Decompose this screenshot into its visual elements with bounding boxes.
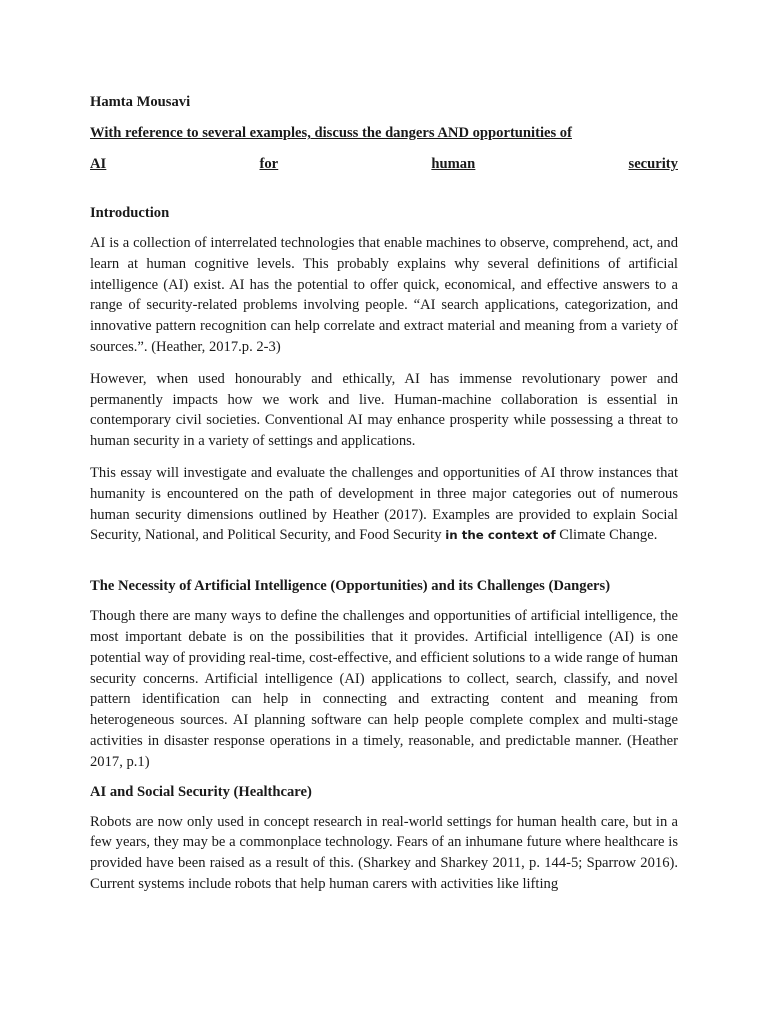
necessity-heading: The Necessity of Artificial Intelligence (Opportunities) and its Challenges (Dangers): [90, 578, 611, 595]
introduction-paragraph-2: However, when used honourably and ethically, AI has immense revolutionary power and permanently impacts how we work and live. Human-machine collaboration is essential in contemporary civil societies. Conventional AI may enhance prosperity while possessing a threat to human security in a variety of settings and applications.: [90, 370, 678, 450]
introduction-heading: Introduction: [90, 205, 170, 221]
intro-p3-text: This essay will investigate and evaluate the challenges and opportunities of AI throw instances that humanity is encountered on the path of development in three major categories out of numerous human security dimensions outlined by Heather (2017). Examples are provided to explain Social Security, National, and Political Security, and Food Security: [90, 464, 678, 544]
necessity-paragraph-1: Though there are many ways to define the challenges and opportunities of artificial intelligence, the most important debate is on the possibilities that it provides. Artificial intelligence (AI) is one potential way of providing real-time, cost-effective, and efficient solutions to a wide range of human security concerns. Artificial intelligence (AI) applications to collect, search, classify, and novel pattern identification can help in connecting and extracting content and meaning from heterogeneous sources. AI planning software can help people complete complex and multi-stage activities in disaster response operations in a timely, reasonable, and predictable manner. (Heather 2017, p.1): [90, 608, 678, 770]
social-security-paragraph-1: Robots are now only used in concept research in real-world settings for human health care, but in a few years, they may be a commonplace technology. Fears of an inhumane future where healthcare is provided have been raised as a result of this. (Sharkey and Sharkey 2011, p. 144-5; Sparrow 2016). Current systems include robots that help human carers with activities like lifting: [90, 813, 678, 892]
essay-title-line-1: With reference to several examples, discuss the dangers AND opportunities of: [90, 125, 572, 141]
intro-p3-emphasis: in the context of: [445, 528, 556, 543]
intro-p3-text-end: Climate Change.: [555, 527, 658, 544]
author-name: Hamta Mousavi: [90, 94, 191, 110]
title-word: AI: [90, 156, 107, 172]
document-content: [90, 94, 678, 906]
introduction-paragraph-3: [90, 463, 678, 546]
title-word: for: [259, 156, 279, 172]
title-word: security: [628, 156, 678, 172]
essay-title-line-2: [90, 156, 678, 173]
introduction-paragraph-1: AI is a collection of interrelated technologies that enable machines to observe, comprehend, act, and learn at human cognitive levels. This probably explains why several definitions of artificial intelligence (AI) exist. AI has the potential to offer quick, economical, and effective answers to a range of security-related problems involving people. “AI search applications, categorization, and innovative pattern recognition can help correlate and extract material and meaning from a variety of sources.”. (Heather, 2017.p. 2-3): [90, 235, 678, 355]
social-security-heading: AI and Social Security (Healthcare): [90, 783, 312, 800]
title-word: human: [431, 156, 476, 172]
